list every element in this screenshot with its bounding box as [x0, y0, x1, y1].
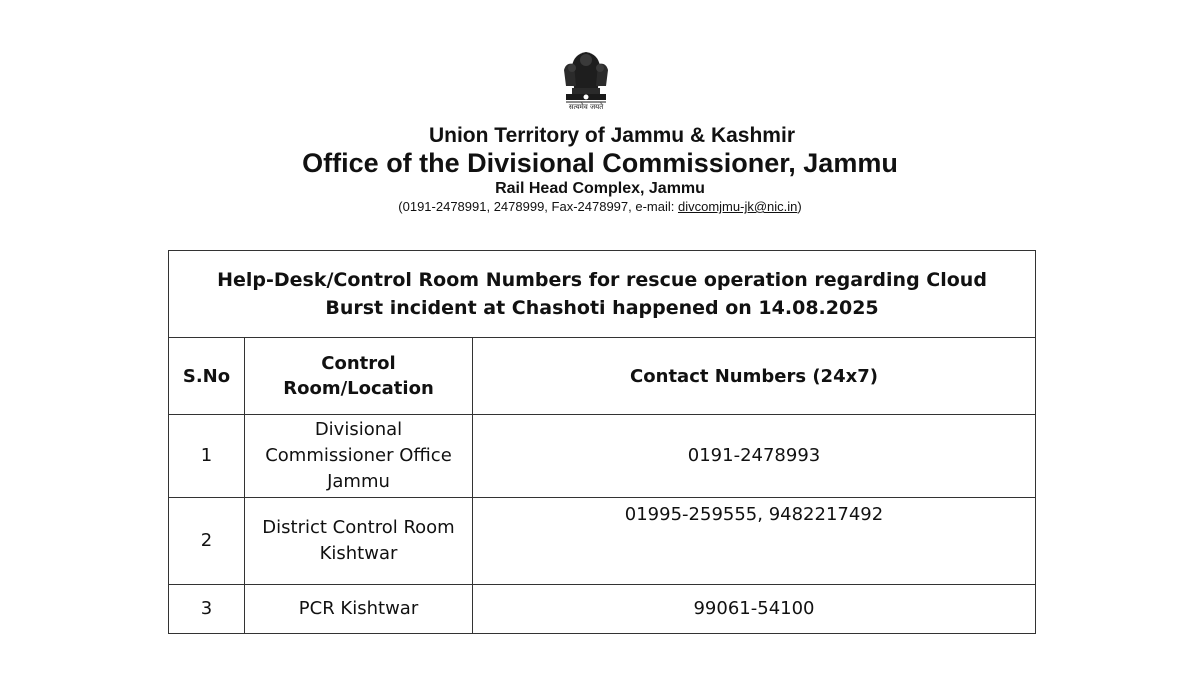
row-contact: 0191-2478993	[473, 415, 1036, 498]
column-header-contact: Contact Numbers (24x7)	[473, 338, 1036, 415]
email-link[interactable]: divcomjmu-jk@nic.in	[677, 199, 798, 214]
contact-numbers: (0191-2478991, 2478999, Fax-2478997, e-mail:	[398, 199, 678, 214]
territory-heading: Union Territory of Jammu & Kashmir	[428, 124, 795, 147]
table-row	[169, 585, 1036, 634]
column-header-location-line-2: Room/Location	[283, 378, 434, 399]
row-location-line-2: Commissioner Office	[265, 445, 452, 466]
table-header-row	[169, 338, 1036, 415]
row-location-line-2: Kishtwar	[319, 543, 398, 564]
row-sno: 2	[169, 498, 245, 585]
table-title-line-2: Burst incident at Chashoti happened on 14.08.2025	[325, 297, 879, 319]
office-contact-line	[0, 199, 1200, 214]
state-emblem-icon	[552, 42, 620, 112]
row-location	[245, 498, 473, 585]
table-row	[169, 498, 1036, 585]
column-header-sno: S.No	[169, 338, 245, 415]
emblem-motto: सत्यमेव जयते	[568, 103, 604, 111]
row-contact: 99061-54100	[473, 585, 1036, 634]
row-sno: 1	[169, 415, 245, 498]
column-header-location-line-1: Control	[321, 353, 396, 374]
office-address: Rail Head Complex, Jammu	[495, 180, 705, 197]
table-title	[169, 251, 1036, 338]
row-location: PCR Kishtwar	[245, 585, 473, 634]
row-contact: 01995-259555, 9482217492	[473, 498, 1036, 585]
row-location-line-1: Divisional	[314, 419, 403, 440]
row-location-line-3: Jammu	[327, 471, 390, 492]
helpdesk-table	[168, 250, 1036, 634]
row-sno: 3	[169, 585, 245, 634]
contact-suffix: )	[797, 199, 802, 214]
office-heading: Office of the Divisional Commissioner, Jammu	[302, 148, 898, 178]
row-location	[245, 415, 473, 498]
row-location-line-1: District Control Room	[262, 517, 455, 538]
column-header-location	[245, 338, 473, 415]
table-title-line-1: Help-Desk/Control Room Numbers for rescue operation regarding Cloud	[217, 269, 987, 291]
table-row	[169, 415, 1036, 498]
